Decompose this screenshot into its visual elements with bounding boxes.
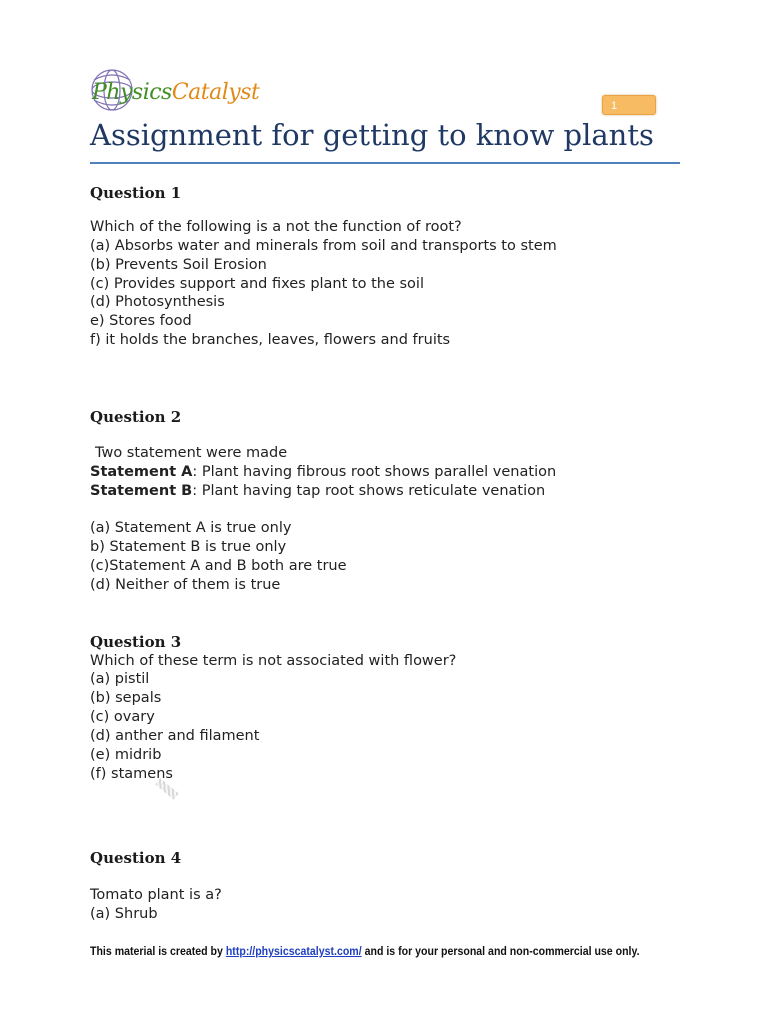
question-1-option: e) Stores food <box>90 313 192 329</box>
question-2-option: (d) Neither of them is true <box>90 577 281 593</box>
question-1-heading: Question 1 <box>90 184 182 202</box>
question-1-option: (a) Absorbs water and minerals from soil and transports to stem <box>90 238 557 254</box>
question-3-option: (c) ovary <box>90 709 155 725</box>
question-2-option: (c)Statement A and B both are true <box>90 558 347 574</box>
statement-b-label: Statement B <box>90 483 193 499</box>
question-3-option: (b) sepals <box>90 690 162 706</box>
statement-a-text: : Plant having fibrous root shows parallel venation <box>192 464 557 480</box>
footer-note <box>90 943 642 961</box>
question-3-option: (a) pistil <box>90 671 150 687</box>
question-3-option: (f) stamens <box>90 766 173 782</box>
question-2-heading: Question 2 <box>90 408 182 426</box>
question-3-option: (e) midrib <box>90 747 162 763</box>
footer-link[interactable]: http://physicscatalyst.com/ <box>225 946 362 958</box>
question-1-option: (b) Prevents Soil Erosion <box>90 257 267 273</box>
physicscatalyst-logo <box>86 60 260 120</box>
question-3-option: (d) anther and filament <box>90 728 260 744</box>
question-1-option: (d) Photosynthesis <box>90 294 225 310</box>
page-number-badge: 1 <box>602 95 656 115</box>
question-1-option: f) it holds the branches, leaves, flowers and fruits <box>90 332 451 348</box>
statement-a <box>90 464 556 480</box>
statement-b <box>90 483 545 499</box>
question-3-prompt: Which of these term is not associated with flower? <box>90 653 457 669</box>
question-1-prompt: Which of the following is a not the function of root? <box>90 219 462 235</box>
page-title: Assignment for getting to know plants <box>90 118 654 152</box>
logo-wordmark: PhysicsCatalyst <box>92 80 260 105</box>
question-4-prompt: Tomato plant is a? <box>90 887 222 903</box>
question-4-heading: Question 4 <box>90 849 182 867</box>
statement-a-label: Statement A <box>90 464 193 480</box>
footer-suffix: and is for your personal and non-commercial use only. <box>361 946 640 958</box>
question-4-option: (a) Shrub <box>90 906 158 922</box>
title-underline <box>90 162 680 164</box>
question-2-option: (a) Statement A is true only <box>90 520 292 536</box>
question-3-heading: Question 3 <box>90 633 182 651</box>
question-2-option: b) Statement B is true only <box>90 539 287 555</box>
footer-prefix: This material is created by <box>90 946 226 958</box>
statement-b-text: : Plant having tap root shows reticulate venation <box>192 483 546 499</box>
question-2-prompt: Two statement were made <box>95 445 288 461</box>
question-1-option: (c) Provides support and fixes plant to the soil <box>90 276 424 292</box>
